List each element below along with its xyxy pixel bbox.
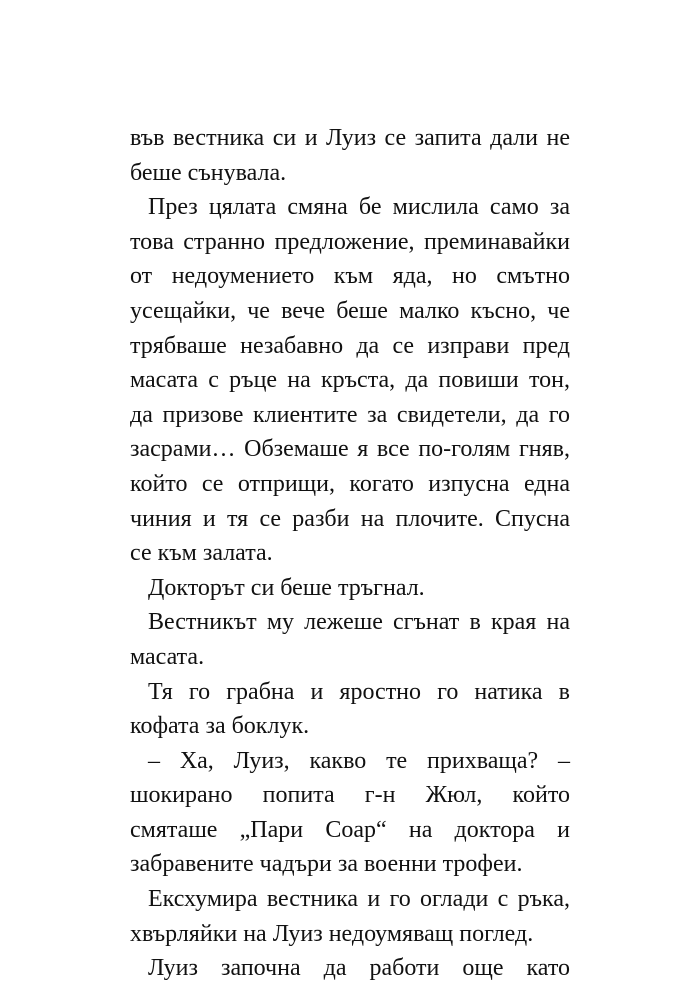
body-text xyxy=(130,121,570,986)
text-line: усещайки, че вече беше малко късно, че xyxy=(130,297,570,324)
text-line: Докторът си беше тръгнал. xyxy=(148,574,425,601)
text-line: масата. xyxy=(130,643,205,670)
text-line: от недоумението към яда, но смътно xyxy=(130,263,570,290)
text-line: Тя го грабна и яростно го натика в xyxy=(148,678,570,705)
text-line: във вестника си и Луиз се запита дали не xyxy=(130,125,570,151)
text-line: Вестникът му лежеше сгънат в края на xyxy=(148,609,570,636)
text-line: През цялата смяна бе мислила само за xyxy=(148,194,570,221)
text-line: трябваше незабавно да се изправи пред xyxy=(130,332,570,359)
text-line: се към залата. xyxy=(130,540,273,567)
text-line: смяташе „Пари Соар“ на доктора и xyxy=(130,816,570,843)
text-line: шокирано попита г-н Жюл, който xyxy=(130,782,570,809)
text-line: забравените чадъри за военни трофеи. xyxy=(130,851,523,878)
text-line: който се отприщи, когато изпусна една xyxy=(130,470,570,497)
text-line: да призове клиентите за свидетели, да го xyxy=(130,401,570,428)
text-line: засрами… Обземаше я все по-голям гняв, xyxy=(130,436,570,463)
text-line: Луиз започна да работи още като xyxy=(148,955,570,982)
text-line: чиния и тя се разби на плочите. Спусна xyxy=(130,505,570,532)
text-line: – Ха, Луиз, какво те прихваща? – xyxy=(148,747,570,774)
text-line: това странно предложение, преминавайки xyxy=(130,228,570,255)
text-line: Ексхумира вестника и го оглади с ръка, xyxy=(148,886,570,913)
text-line: беше сънувала. xyxy=(130,159,287,186)
text-line: хвърляйки на Луиз недоумяващ поглед. xyxy=(130,920,534,947)
text-line: кофата за боклук. xyxy=(130,713,310,740)
text-line: масата с ръце на кръста, да повиши тон, xyxy=(130,367,570,394)
